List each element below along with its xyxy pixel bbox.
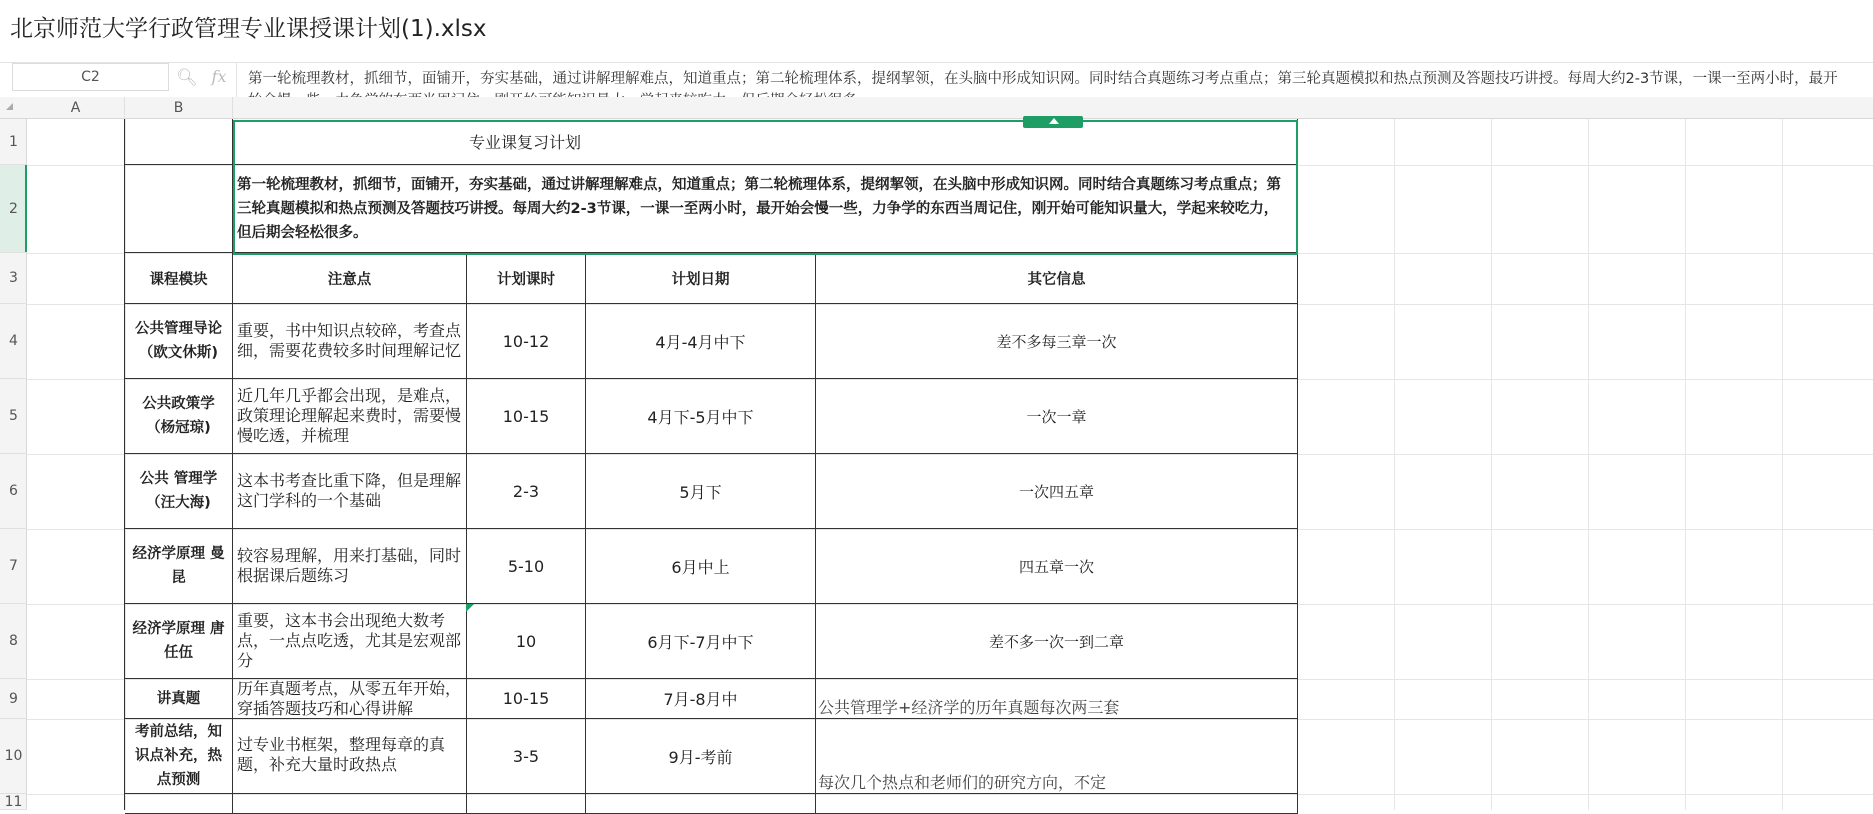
info-cell[interactable]: 差不多每三章一次 [816,304,1298,379]
info-cell[interactable]: 差不多一次一到二章 [816,604,1298,679]
column-header-bar [0,97,1873,119]
select-all-corner[interactable] [6,103,13,110]
info-cell[interactable]: 四五章一次 [816,529,1298,604]
cell-b2[interactable] [125,165,233,253]
module-cell[interactable]: 公共 管理学（汪大海) [125,454,233,529]
gridline [1782,119,1783,810]
info-cell[interactable]: 每次几个热点和老师们的研究方向，不定 [816,719,1298,794]
note-cell[interactable]: 过专业书框架，整理每章的真题，补充大量时政热点 [233,719,467,794]
summary-cell[interactable]: 第一轮梳理教材，抓细节，面铺开，夯实基础，通过讲解理解难点，知道重点；第二轮梳理体系，提纲挈领，在头脑中形成知识网。同时结合真题练习考点重点；第三轮真题模拟和热点预测及答题技巧讲授。每周大约2-3节课，一课一至两小时，最开始会慢一些，力争学的东西当周记住，刚开始可能知识量大，学起来较吃力，但后期会轻松很多。 [233,165,1298,253]
note-cell[interactable]: 历年真题考点，从零五年开始，穿插答题技巧和心得讲解 [233,679,467,719]
module-cell[interactable]: 讲真题 [125,679,233,719]
cell-f11[interactable] [816,794,1298,814]
sheet-title[interactable]: 专业课复习计划 [469,133,582,152]
date-cell[interactable]: 9月-考前 [586,719,816,794]
hours-cell[interactable]: 10 [467,604,586,679]
row-header-3[interactable]: 3 [0,253,27,304]
hours-cell[interactable]: 3-5 [467,719,586,794]
module-cell[interactable]: 公共政策学（杨冠琼) [125,379,233,454]
row-header-6[interactable]: 6 [0,454,27,529]
magnifier-icon[interactable]: 🔍︎ [176,68,198,88]
header-info[interactable]: 其它信息 [816,253,1298,304]
function-icon[interactable]: fx [211,67,227,86]
info-cell[interactable]: 一次一章 [816,379,1298,454]
module-cell[interactable]: 经济学原理 唐任伍 [125,604,233,679]
column-header-b[interactable]: B [125,97,233,119]
header-module[interactable]: 课程模块 [125,253,233,304]
module-cell[interactable]: 经济学原理 曼昆 [125,529,233,604]
hours-cell[interactable]: 5-10 [467,529,586,604]
date-cell[interactable]: 6月中上 [586,529,816,604]
row-header-4[interactable]: 4 [0,304,27,379]
formula-input[interactable]: 第一轮梳理教材，抓细节，面铺开，夯实基础，通过讲解理解难点，知道重点；第二轮梳理体系，提纲挈领，在头脑中形成知识网。同时结合真题练习考点重点；第三轮真题模拟和热点预测及答题技巧讲授。每周大约2-3节课，一课一至两小时，最开 [248,71,1838,87]
cell-b11[interactable] [125,794,233,814]
date-cell[interactable]: 7月-8月中 [586,679,816,719]
date-cell[interactable]: 6月下-7月中下 [586,604,816,679]
column-header-a[interactable]: A [27,97,125,119]
header-note[interactable]: 注意点 [233,253,467,304]
hours-cell[interactable]: 2-3 [467,454,586,529]
gridline [1588,119,1589,810]
cell-d11[interactable] [467,794,586,814]
note-cell[interactable]: 这本书考查比重下降，但是理解这门学科的一个基础 [233,454,467,529]
row-header-7[interactable]: 7 [0,529,27,604]
cell-b1[interactable] [125,119,233,165]
date-cell[interactable]: 4月-4月中下 [586,304,816,379]
module-cell[interactable]: 考前总结，知识点补充，热点预测 [125,719,233,794]
cell-c11[interactable] [233,794,467,814]
row-header-5[interactable]: 5 [0,379,27,454]
hours-cell[interactable]: 10-15 [467,679,586,719]
info-cell[interactable]: 公共管理学+经济学的历年真题每次两三套 [816,679,1298,719]
row-header-11[interactable]: 11 [0,794,27,810]
document-title: 北京师范大学行政管理专业课授课计划(1).xlsx [10,16,487,42]
hours-cell[interactable]: 10-12 [467,304,586,379]
module-cell[interactable]: 公共管理导论（欧文休斯) [125,304,233,379]
cell-e11[interactable] [586,794,816,814]
gridline [1394,119,1395,810]
hours-cell[interactable]: 10-15 [467,379,586,454]
date-cell[interactable]: 5月下 [586,454,816,529]
comment-marker-icon[interactable] [466,604,474,612]
header-hours[interactable]: 计划课时 [467,253,586,304]
note-cell[interactable]: 重要，这本书会出现绝大数考点，一点点吃透，尤其是宏观部分 [233,604,467,679]
row-header-8[interactable]: 8 [0,604,27,679]
name-box[interactable]: C2 [12,63,169,91]
row-header-10[interactable]: 10 [0,719,27,794]
note-cell[interactable]: 较容易理解，用来打基础，同时根据课后题练习 [233,529,467,604]
chevron-up-icon [1049,118,1059,124]
note-cell[interactable]: 重要，书中知识点较碎，考查点细，需要花费较多时间理解记忆 [233,304,467,379]
info-cell[interactable]: 一次四五章 [816,454,1298,529]
header-date[interactable]: 计划日期 [586,253,816,304]
gridline [1491,119,1492,810]
row-header-9[interactable]: 9 [0,679,27,719]
gridline [1685,119,1686,810]
row-header-2[interactable]: 2 [0,165,27,253]
date-cell[interactable]: 4月下-5月中下 [586,379,816,454]
note-cell[interactable]: 近几年几乎都会出现，是难点，政策理论理解起来费时，需要慢慢吃透，并梳理 [233,379,467,454]
row-header-1[interactable]: 1 [0,119,27,165]
